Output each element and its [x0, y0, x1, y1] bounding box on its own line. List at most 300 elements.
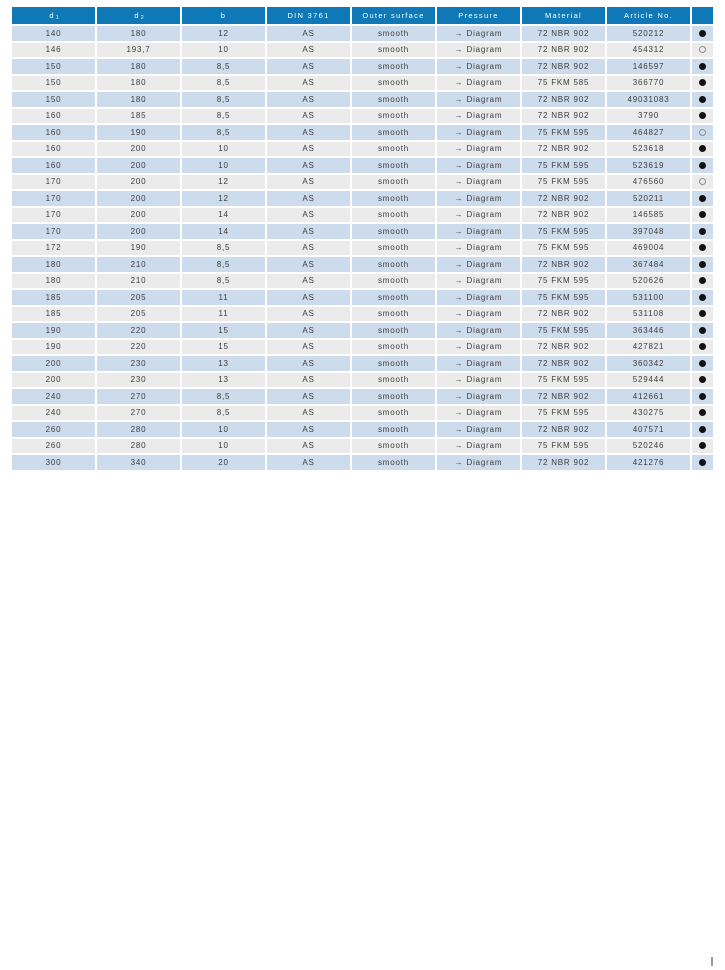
diagram-link[interactable]: → Diagram [437, 142, 522, 157]
cell-din-3761: AS [267, 208, 352, 223]
cell-d2: 180 [97, 92, 182, 107]
table-row [12, 158, 713, 175]
cell-d2: 180 [97, 26, 182, 41]
cell-d1: 185 [12, 290, 97, 305]
availability-marker-icon [699, 112, 706, 119]
cell-din-3761: AS [267, 43, 352, 58]
cell-din-3761: AS [267, 224, 352, 239]
cell-availability [692, 257, 713, 272]
availability-marker-icon [699, 360, 706, 367]
table-row [12, 389, 713, 406]
table-header-row [12, 7, 713, 26]
cell-din-3761: AS [267, 389, 352, 404]
cell-article-no: 49031083 [607, 92, 692, 107]
cell-din-3761: AS [267, 340, 352, 355]
cell-b: 8,5 [182, 274, 267, 289]
cell-d1: 240 [12, 406, 97, 421]
header-article-no: Article No. [607, 7, 692, 24]
cell-article-no: 430275 [607, 406, 692, 421]
cell-b: 13 [182, 373, 267, 388]
cell-d1: 200 [12, 356, 97, 371]
cell-b: 10 [182, 158, 267, 173]
cell-availability [692, 208, 713, 223]
availability-marker-icon [699, 343, 706, 350]
diagram-link[interactable]: → Diagram [437, 92, 522, 107]
diagram-link[interactable]: → Diagram [437, 406, 522, 421]
availability-marker-icon [699, 261, 706, 268]
cell-b: 14 [182, 224, 267, 239]
cell-outer-surface: smooth [352, 241, 437, 256]
cell-b: 12 [182, 175, 267, 190]
cell-material: 72 NBR 902 [522, 59, 607, 74]
cell-availability [692, 125, 713, 140]
cell-b: 20 [182, 455, 267, 470]
cell-d2: 220 [97, 323, 182, 338]
header-availability [692, 7, 713, 24]
cell-outer-surface: smooth [352, 389, 437, 404]
cell-din-3761: AS [267, 257, 352, 272]
diagram-link[interactable]: → Diagram [437, 208, 522, 223]
availability-marker-icon [699, 211, 706, 218]
header-d2-subscript: 2 [140, 14, 144, 21]
diagram-link[interactable]: → Diagram [437, 257, 522, 272]
cell-article-no: 421276 [607, 455, 692, 470]
cell-d2: 205 [97, 307, 182, 322]
table-row [12, 422, 713, 439]
table-row [12, 455, 713, 472]
cell-d1: 140 [12, 26, 97, 41]
availability-marker-icon [699, 294, 706, 301]
cell-b: 15 [182, 340, 267, 355]
cell-material: 72 NBR 902 [522, 307, 607, 322]
diagram-link[interactable]: → Diagram [437, 422, 522, 437]
cell-d1: 170 [12, 175, 97, 190]
cell-material: 75 FKM 595 [522, 290, 607, 305]
cell-d1: 160 [12, 125, 97, 140]
cell-availability [692, 323, 713, 338]
cell-d2: 180 [97, 76, 182, 91]
header-material: Material [522, 7, 607, 24]
cell-material: 72 NBR 902 [522, 455, 607, 470]
cell-b: 8,5 [182, 92, 267, 107]
cell-din-3761: AS [267, 373, 352, 388]
cell-b: 10 [182, 43, 267, 58]
cell-availability [692, 142, 713, 157]
cell-d2: 200 [97, 158, 182, 173]
cell-article-no: 363446 [607, 323, 692, 338]
table-row [12, 224, 713, 241]
availability-marker-icon [699, 327, 706, 334]
availability-marker-icon [699, 426, 706, 433]
cell-b: 8,5 [182, 125, 267, 140]
cell-material: 72 NBR 902 [522, 92, 607, 107]
cell-d2: 205 [97, 290, 182, 305]
cell-material: 75 FKM 595 [522, 274, 607, 289]
table-row [12, 406, 713, 423]
cell-article-no: 520212 [607, 26, 692, 41]
availability-marker-icon [699, 376, 706, 383]
diagram-link[interactable]: → Diagram [437, 356, 522, 371]
diagram-link[interactable]: → Diagram [437, 274, 522, 289]
table-row [12, 340, 713, 357]
cell-material: 75 FKM 585 [522, 76, 607, 91]
cell-availability [692, 175, 713, 190]
availability-marker-icon [699, 96, 706, 103]
cell-outer-surface: smooth [352, 257, 437, 272]
cell-article-no: 3790 [607, 109, 692, 124]
cell-material: 72 NBR 902 [522, 389, 607, 404]
header-outer-surface: Outer surface [352, 7, 437, 24]
cell-availability [692, 373, 713, 388]
cell-material: 72 NBR 902 [522, 142, 607, 157]
diagram-link[interactable]: → Diagram [437, 373, 522, 388]
cell-d2: 200 [97, 175, 182, 190]
availability-marker-icon [699, 393, 706, 400]
table-row [12, 290, 713, 307]
cell-outer-surface: smooth [352, 340, 437, 355]
cell-availability [692, 389, 713, 404]
cell-outer-surface: smooth [352, 439, 437, 454]
cell-din-3761: AS [267, 175, 352, 190]
cell-availability [692, 356, 713, 371]
cell-b: 12 [182, 26, 267, 41]
diagram-link[interactable]: → Diagram [437, 76, 522, 91]
cell-outer-surface: smooth [352, 142, 437, 157]
cell-d2: 230 [97, 356, 182, 371]
availability-marker-icon [699, 178, 706, 185]
cell-d2: 193,7 [97, 43, 182, 58]
cell-din-3761: AS [267, 26, 352, 41]
table-row [12, 109, 713, 126]
table-row [12, 307, 713, 324]
cell-material: 75 FKM 595 [522, 241, 607, 256]
cell-din-3761: AS [267, 142, 352, 157]
cell-article-no: 464827 [607, 125, 692, 140]
cell-material: 72 NBR 902 [522, 422, 607, 437]
availability-marker-icon [699, 228, 706, 235]
cell-din-3761: AS [267, 125, 352, 140]
cell-outer-surface: smooth [352, 307, 437, 322]
cell-article-no: 407571 [607, 422, 692, 437]
cell-d1: 180 [12, 274, 97, 289]
cell-d1: 300 [12, 455, 97, 470]
availability-marker-icon [699, 195, 706, 202]
table-row [12, 191, 713, 208]
table-row [12, 59, 713, 76]
header-b: b [182, 7, 267, 24]
cell-availability [692, 439, 713, 454]
table-row [12, 439, 713, 456]
cell-d1: 150 [12, 76, 97, 91]
cell-din-3761: AS [267, 92, 352, 107]
table-row [12, 43, 713, 60]
availability-marker-icon [699, 145, 706, 152]
cell-availability [692, 158, 713, 173]
cell-availability [692, 340, 713, 355]
header-d1-subscript: 1 [55, 14, 59, 21]
cell-din-3761: AS [267, 307, 352, 322]
cell-d1: 150 [12, 59, 97, 74]
cell-d1: 160 [12, 142, 97, 157]
cell-din-3761: AS [267, 274, 352, 289]
cell-material: 75 FKM 595 [522, 125, 607, 140]
cell-outer-surface: smooth [352, 406, 437, 421]
cell-article-no: 523619 [607, 158, 692, 173]
cell-article-no: 366770 [607, 76, 692, 91]
cell-d2: 270 [97, 406, 182, 421]
cell-availability [692, 76, 713, 91]
cell-d1: 160 [12, 109, 97, 124]
cell-d1: 150 [12, 92, 97, 107]
table-row [12, 92, 713, 109]
cell-b: 8,5 [182, 109, 267, 124]
cell-d2: 200 [97, 142, 182, 157]
cell-outer-surface: smooth [352, 125, 437, 140]
table-row [12, 274, 713, 291]
cell-d1: 180 [12, 257, 97, 272]
cell-d2: 280 [97, 422, 182, 437]
cell-din-3761: AS [267, 406, 352, 421]
diagram-link[interactable]: → Diagram [437, 439, 522, 454]
diagram-link[interactable]: → Diagram [437, 59, 522, 74]
cell-material: 72 NBR 902 [522, 26, 607, 41]
cell-outer-surface: smooth [352, 43, 437, 58]
cell-d2: 270 [97, 389, 182, 404]
table-row [12, 257, 713, 274]
diagram-link[interactable]: → Diagram [437, 43, 522, 58]
cell-outer-surface: smooth [352, 290, 437, 305]
cell-availability [692, 406, 713, 421]
cell-d2: 210 [97, 257, 182, 272]
cell-article-no: 523618 [607, 142, 692, 157]
cell-outer-surface: smooth [352, 373, 437, 388]
cell-availability [692, 59, 713, 74]
cell-article-no: 397048 [607, 224, 692, 239]
cell-d1: 260 [12, 422, 97, 437]
cell-d1: 200 [12, 373, 97, 388]
cell-d2: 190 [97, 125, 182, 140]
cell-outer-surface: smooth [352, 92, 437, 107]
cell-d1: 170 [12, 224, 97, 239]
cell-material: 72 NBR 902 [522, 109, 607, 124]
cell-din-3761: AS [267, 109, 352, 124]
cell-outer-surface: smooth [352, 455, 437, 470]
table-row [12, 373, 713, 390]
diagram-link[interactable]: → Diagram [437, 323, 522, 338]
cell-b: 15 [182, 323, 267, 338]
header-din-3761: DIN 3761 [267, 7, 352, 24]
cell-material: 75 FKM 595 [522, 175, 607, 190]
cell-b: 13 [182, 356, 267, 371]
availability-marker-icon [699, 30, 706, 37]
availability-marker-icon [699, 310, 706, 317]
cell-outer-surface: smooth [352, 422, 437, 437]
cell-availability [692, 191, 713, 206]
cell-material: 72 NBR 902 [522, 340, 607, 355]
cell-d1: 160 [12, 158, 97, 173]
cell-din-3761: AS [267, 59, 352, 74]
diagram-link[interactable]: → Diagram [437, 26, 522, 41]
cell-d2: 185 [97, 109, 182, 124]
cell-d2: 340 [97, 455, 182, 470]
cell-d1: 170 [12, 208, 97, 223]
cell-article-no: 476560 [607, 175, 692, 190]
cell-b: 8,5 [182, 257, 267, 272]
cell-material: 72 NBR 902 [522, 191, 607, 206]
diagram-link[interactable]: → Diagram [437, 389, 522, 404]
cell-availability [692, 92, 713, 107]
cell-din-3761: AS [267, 290, 352, 305]
cell-material: 75 FKM 595 [522, 439, 607, 454]
cell-material: 72 NBR 902 [522, 208, 607, 223]
cell-material: 75 FKM 595 [522, 373, 607, 388]
cell-material: 75 FKM 595 [522, 323, 607, 338]
cell-article-no: 412661 [607, 389, 692, 404]
availability-marker-icon [699, 129, 706, 136]
cell-availability [692, 224, 713, 239]
cell-article-no: 469004 [607, 241, 692, 256]
diagram-link[interactable]: → Diagram [437, 224, 522, 239]
cell-d2: 230 [97, 373, 182, 388]
cell-d1: 190 [12, 323, 97, 338]
table-row [12, 241, 713, 258]
cell-outer-surface: smooth [352, 323, 437, 338]
cell-material: 75 FKM 595 [522, 224, 607, 239]
cell-outer-surface: smooth [352, 158, 437, 173]
cell-availability [692, 455, 713, 470]
cell-din-3761: AS [267, 241, 352, 256]
diagram-link[interactable]: → Diagram [437, 340, 522, 355]
cell-d2: 200 [97, 208, 182, 223]
cell-material: 72 NBR 902 [522, 356, 607, 371]
cell-d2: 200 [97, 191, 182, 206]
diagram-link[interactable]: → Diagram [437, 307, 522, 322]
diagram-link[interactable]: → Diagram [437, 191, 522, 206]
header-d1: d $_1$ [12, 7, 97, 24]
cell-b: 8,5 [182, 59, 267, 74]
cell-b: 8,5 [182, 389, 267, 404]
cell-availability [692, 26, 713, 41]
diagram-link[interactable]: → Diagram [437, 455, 522, 470]
cell-d1: 260 [12, 439, 97, 454]
cell-d1: 172 [12, 241, 97, 256]
cell-availability [692, 307, 713, 322]
availability-marker-icon [699, 63, 706, 70]
cell-d1: 170 [12, 191, 97, 206]
cell-availability [692, 109, 713, 124]
cell-outer-surface: smooth [352, 274, 437, 289]
cell-outer-surface: smooth [352, 175, 437, 190]
cell-availability [692, 274, 713, 289]
cell-article-no: 360342 [607, 356, 692, 371]
cell-outer-surface: smooth [352, 59, 437, 74]
page-edge-mark [711, 957, 713, 966]
cell-b: 11 [182, 290, 267, 305]
availability-marker-icon [699, 442, 706, 449]
table-row [12, 142, 713, 159]
diagram-link[interactable]: → Diagram [437, 241, 522, 256]
cell-outer-surface: smooth [352, 356, 437, 371]
cell-outer-surface: smooth [352, 191, 437, 206]
availability-marker-icon [699, 459, 706, 466]
cell-din-3761: AS [267, 76, 352, 91]
cell-b: 14 [182, 208, 267, 223]
cell-d2: 210 [97, 274, 182, 289]
availability-marker-icon [699, 409, 706, 416]
cell-d2: 200 [97, 224, 182, 239]
cell-outer-surface: smooth [352, 109, 437, 124]
cell-din-3761: AS [267, 455, 352, 470]
cell-din-3761: AS [267, 356, 352, 371]
cell-d1: 185 [12, 307, 97, 322]
diagram-link[interactable]: → Diagram [437, 158, 522, 173]
table-row [12, 26, 713, 43]
header-d2: d $_2$ [97, 7, 182, 24]
cell-b: 8,5 [182, 76, 267, 91]
table-body [12, 26, 713, 472]
diagram-link[interactable]: → Diagram [437, 290, 522, 305]
table-row [12, 125, 713, 142]
availability-marker-icon [699, 277, 706, 284]
cell-b: 8,5 [182, 241, 267, 256]
cell-outer-surface: smooth [352, 76, 437, 91]
cell-article-no: 531108 [607, 307, 692, 322]
cell-availability [692, 422, 713, 437]
cell-b: 10 [182, 439, 267, 454]
product-table [12, 7, 713, 472]
cell-availability [692, 43, 713, 58]
availability-marker-icon [699, 244, 706, 251]
availability-marker-icon [699, 46, 706, 53]
cell-availability [692, 241, 713, 256]
cell-material: 75 FKM 595 [522, 406, 607, 421]
cell-outer-surface: smooth [352, 224, 437, 239]
availability-marker-icon [699, 162, 706, 169]
cell-article-no: 146597 [607, 59, 692, 74]
header-pressure: Pressure [437, 7, 522, 24]
diagram-link[interactable]: → Diagram [437, 109, 522, 124]
table-row [12, 175, 713, 192]
cell-article-no: 427821 [607, 340, 692, 355]
cell-b: 12 [182, 191, 267, 206]
diagram-link[interactable]: → Diagram [437, 175, 522, 190]
cell-din-3761: AS [267, 439, 352, 454]
cell-d1: 190 [12, 340, 97, 355]
cell-article-no: 531100 [607, 290, 692, 305]
cell-d1: 240 [12, 389, 97, 404]
cell-material: 75 FKM 595 [522, 158, 607, 173]
cell-b: 11 [182, 307, 267, 322]
cell-din-3761: AS [267, 323, 352, 338]
cell-material: 72 NBR 902 [522, 43, 607, 58]
cell-article-no: 520626 [607, 274, 692, 289]
cell-availability [692, 290, 713, 305]
cell-material: 72 NBR 902 [522, 257, 607, 272]
cell-d2: 280 [97, 439, 182, 454]
diagram-link[interactable]: → Diagram [437, 125, 522, 140]
cell-d2: 190 [97, 241, 182, 256]
availability-marker-icon [699, 79, 706, 86]
cell-din-3761: AS [267, 191, 352, 206]
cell-article-no: 454312 [607, 43, 692, 58]
cell-din-3761: AS [267, 158, 352, 173]
table-row [12, 208, 713, 225]
cell-article-no: 529444 [607, 373, 692, 388]
cell-outer-surface: smooth [352, 208, 437, 223]
cell-article-no: 520246 [607, 439, 692, 454]
cell-d1: 146 [12, 43, 97, 58]
table-row [12, 356, 713, 373]
